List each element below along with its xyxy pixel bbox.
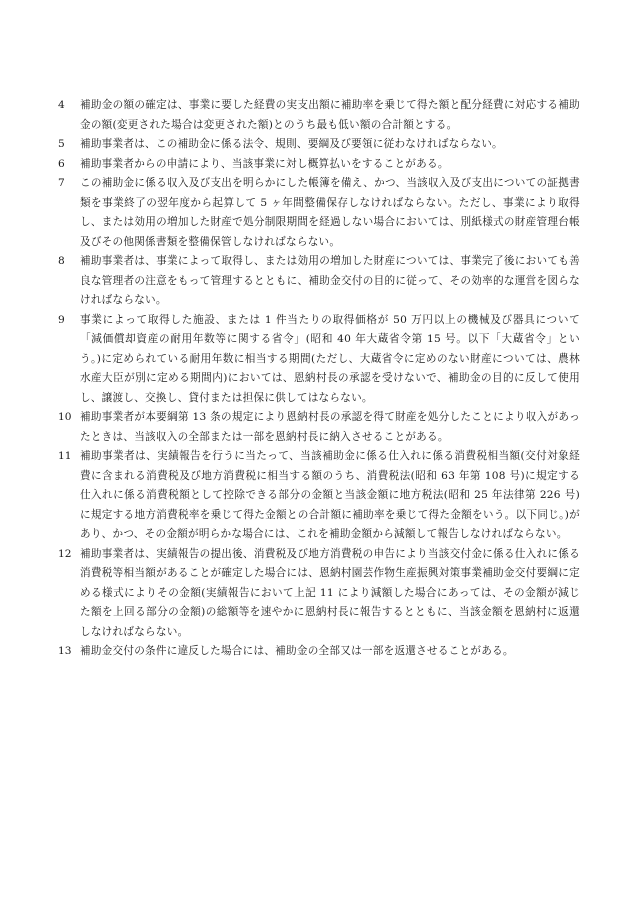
clause-list (58, 96, 580, 662)
clause-number: 10 (58, 411, 72, 423)
clause-text: 補助事業者からの申請により、当該事業に対し概算払いをすることがある。 (80, 157, 449, 170)
clause-text: 事業によって取得した施設、または 1 件当たりの取得価格が 50 万円以上の機械及び器具について「減価償却資産の耐用年数等に関する省令」(昭和 40 年大蔵省令第 15 号。以下「大蔵省令」という。)に定められている耐用年数に相当する期間(ただし、大蔵省令に定めのない財産については、農林水産大臣が別に定める期間内)においては、恩納村長の承認を受けないで、補助金の目的に反して使用し、譲渡し、交換し、貸付または担保に供してはならない。 (80, 313, 580, 404)
clause-item (58, 96, 580, 135)
clause-text: 補助事業者は、実績報告の提出後、消費税及び地方消費税の申告により当該交付金に係る仕入れに係る消費税等相当額があることが確定した場合には、恩納村園芸作物生産振興対策事業補助金交付要綱に定める様式によりその金額(実績報告において上記 11 により減額した場合にあっては、その金額が減じた額を上回る部分の金額)の総額等を速やかに恩納村長に報告するとともに、当該金額を恩納村に返還しなければならない。 (80, 547, 580, 638)
clause-item (58, 155, 580, 175)
clause-text: 補助事業者は、実績報告を行うに当たって、当該補助金に係る仕入れに係る消費税相当額(交付対象経費に含まれる消費税及び地方消費税に相当する額のうち、消費税法(昭和 63 年第 108 号)に規定する仕入れに係る消費税額として控除できる部分の金額と当該金額に地方税法(昭和 25 年法律第 226 号)に規定する地方消費税率を乗じて得た金額との合計額に補助率を乗じて得た金額をいう。以下同じ。)があり、かつ、その金額が明らかな場合には、これを補助金額から減額して報告しなければならない。 (80, 450, 580, 540)
clause-text: 補助金交付の条件に違反した場合には、補助金の全部又は一部を返還させることがある。 (80, 645, 514, 657)
clause-number: 8 (58, 255, 65, 267)
clause-text: 補助金の額の確定は、事業に要した経費の実支出額に補助率を乗じて得た額と配分経費に対応する補助金の額(変更された場合は変更された額)とのうち最も低い額の合計額とする。 (80, 99, 580, 131)
clause-text: この補助金に係る収入及び支出を明らかにした帳簿を備え、かつ、当該収入及び支出についての証拠書類を事業終了の翌年度から起算して 5 ヶ年間整備保存しなければならない。ただし、事業により取得し、または効用の増加した財産で処分制限期間を経過しない場合においては、別紙様式の財産管理台帳及びその他関係書類を整備保管しなければならない。 (80, 177, 580, 248)
clause-number: 12 (58, 547, 72, 560)
clause-item (58, 135, 580, 155)
clause-item (58, 311, 580, 409)
clause-item (58, 642, 580, 662)
clause-number: 7 (58, 177, 65, 189)
clause-number: 9 (58, 313, 65, 326)
clause-text: 補助事業者は、事業によって取得し、または効用の増加した財産については、事業完了後においても善良な管理者の注意をもって管理するとともに、補助金交付の目的に従って、その効率的な運営を図らなければならない。 (80, 255, 580, 306)
clause-item (58, 252, 580, 311)
clause-number: 6 (58, 157, 65, 170)
clause-item (58, 408, 580, 447)
clause-text: 補助事業者が本要綱第 13 条の規定により恩納村長の承認を得て財産を処分したことにより収入があったときは、当該収入の全部または一部を恩納村長に納入させることがある。 (80, 411, 580, 443)
clause-number: 13 (58, 645, 72, 657)
clause-number: 11 (58, 450, 72, 462)
clause-number: 5 (58, 138, 65, 150)
clause-item (58, 545, 580, 643)
clause-item (58, 447, 580, 545)
clause-number: 4 (58, 99, 65, 111)
clause-item (58, 174, 580, 252)
clause-text: 補助事業者は、この補助金に係る法令、規則、要綱及び要領に従わなければならない。 (80, 138, 503, 150)
